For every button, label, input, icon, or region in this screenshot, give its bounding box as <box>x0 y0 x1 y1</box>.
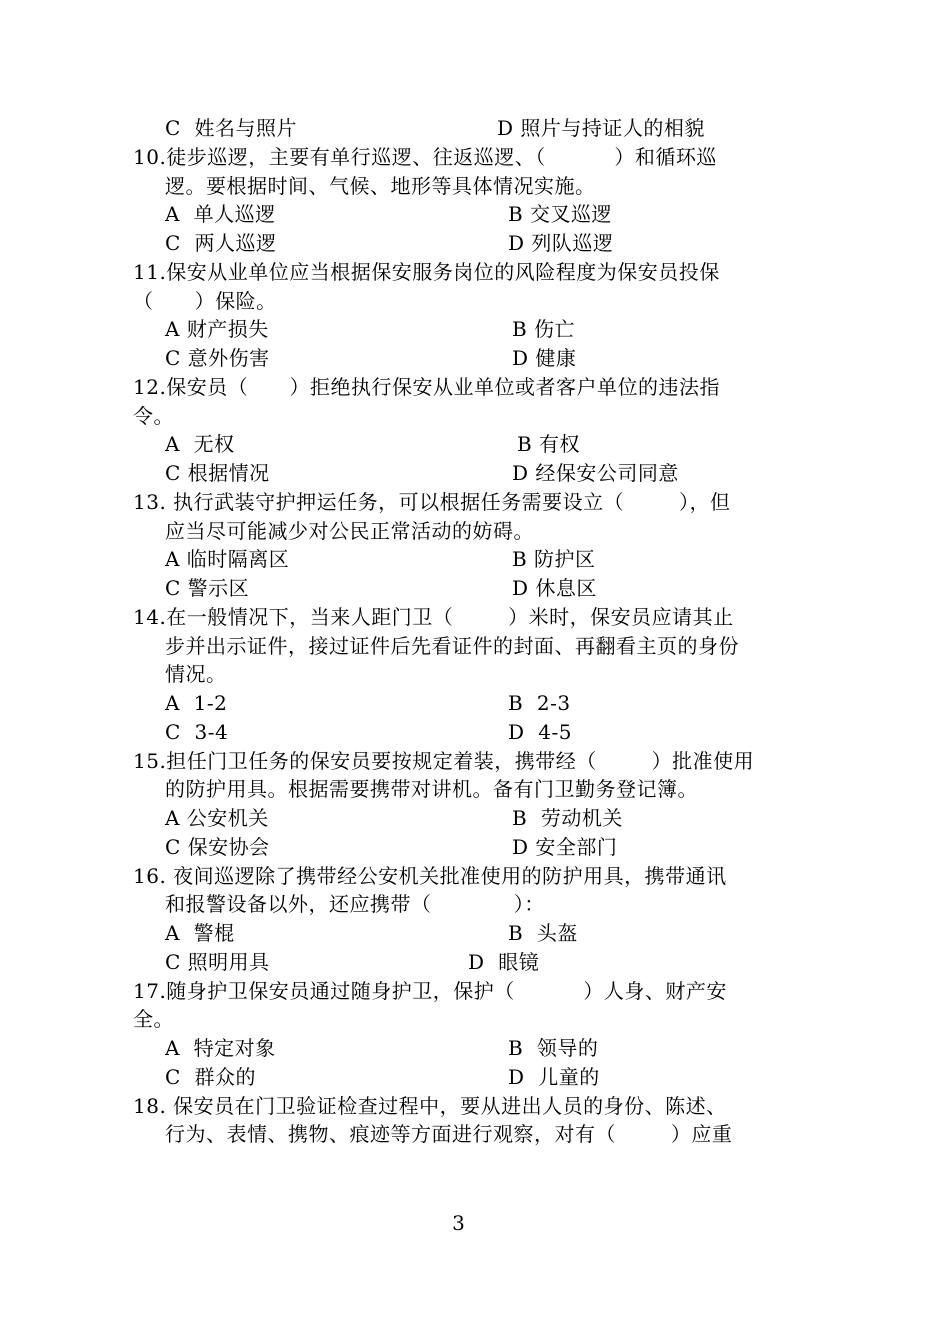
q14-text-line3: 情况。 <box>165 662 227 686</box>
q15-option-b: B 劳动机关 <box>512 806 623 830</box>
q15-text-line1: 15.担任门卫任务的保安员要按规定着装，携带经（ ）批准使用 <box>133 749 755 773</box>
q10-text-line2: 逻。要根据时间、气候、地形等具体情况实施。 <box>165 174 596 198</box>
q14-option-b: B 2-3 <box>508 691 571 715</box>
q10-option-d: D 列队巡逻 <box>508 231 614 255</box>
q12-option-a: A 无权 <box>165 432 235 456</box>
q14-option-d: D 4-5 <box>508 720 572 744</box>
q18-text-line1: 18. 保安员在门卫验证检查过程中，要从进出人员的身份、陈述、 <box>133 1094 727 1118</box>
q16-option-b: B 头盔 <box>508 921 578 945</box>
q18-text-line2: 行为、表情、携物、痕迹等方面进行观察，对有（ ）应重 <box>165 1122 733 1146</box>
q16-option-c: C 照明用具 <box>165 950 270 974</box>
q16-option-d: D 眼镜 <box>468 950 540 974</box>
q14-text-line2: 步并出示证件，接过证件后先看证件的封面、再翻看主页的身份 <box>165 634 739 658</box>
q12-text-line2: 令。 <box>133 404 174 428</box>
q17-option-c: C 群众的 <box>165 1065 257 1089</box>
q13-option-b: B 防护区 <box>512 547 596 571</box>
q12-text-line1: 12.保安员（ ）拒绝执行保安从业单位或者客户单位的违法指 <box>133 375 720 399</box>
q10-text-line1: 10.徒步巡逻，主要有单行巡逻、往返巡逻、（ ）和循环巡 <box>133 145 717 169</box>
q12-option-d: D 经保安公司同意 <box>512 461 679 485</box>
q12-option-c: C 根据情况 <box>165 461 270 485</box>
q16-text-line1: 16. 夜间巡逻除了携带经公安机关批准使用的防护用具，携带通讯 <box>133 864 727 888</box>
q10-option-b: B 交叉巡逻 <box>508 202 613 226</box>
q13-option-d: D 休息区 <box>512 576 597 600</box>
q11-option-a: A 财产损失 <box>165 317 269 341</box>
q15-text-line2: 的防护用具。根据需要携带对讲机。备有门卫勤务登记簿。 <box>165 777 698 801</box>
q15-option-d: D 安全部门 <box>512 835 618 859</box>
q11-option-c: C 意外伤害 <box>165 346 270 370</box>
q17-text-line2: 全。 <box>133 1007 174 1031</box>
page-number: 3 <box>452 1211 465 1235</box>
q17-option-d: D 儿童的 <box>508 1065 600 1089</box>
q9-option-d: D 照片与持证人的相貌 <box>497 116 705 140</box>
q17-option-a: A 特定对象 <box>165 1036 276 1060</box>
q12-option-b: B 有权 <box>517 432 581 456</box>
q11-text-line1: 11.保安从业单位应当根据保安服务岗位的风险程度为保安员投保 <box>133 260 720 284</box>
q15-option-a: A 公安机关 <box>165 806 269 830</box>
q14-option-c: C 3-4 <box>165 720 229 744</box>
q17-option-b: B 领导的 <box>508 1036 599 1060</box>
q11-option-b: B 伤亡 <box>512 317 576 341</box>
q13-option-a: A 临时隔离区 <box>165 547 290 571</box>
q10-option-a: A 单人巡逻 <box>165 202 276 226</box>
q11-option-d: D 健康 <box>512 346 577 370</box>
q15-option-c: C 保安协会 <box>165 835 270 859</box>
q16-option-a: A 警棍 <box>165 921 235 945</box>
q13-text-line2: 应当尽可能减少对公民正常活动的妨碍。 <box>165 519 534 543</box>
q9-option-c: C 姓名与照片 <box>165 116 298 140</box>
q13-text-line1: 13. 执行武装守护押运任务，可以根据任务需要设立（ ），但 <box>133 490 731 514</box>
q13-option-c: C 警示区 <box>165 576 250 600</box>
q10-option-c: C 两人巡逻 <box>165 231 277 255</box>
q11-text-line2: （ ）保险。 <box>133 289 277 313</box>
q17-text-line1: 17.随身护卫保安员通过随身护卫，保护（ ）人身、财产安 <box>133 979 727 1003</box>
q14-option-a: A 1-2 <box>165 691 228 715</box>
q16-text-line2: 和报警设备以外，还应携带（ ）： <box>165 892 545 916</box>
q14-text-line1: 14.在一般情况下，当来人距门卫（ ）米时，保安员应请其止 <box>133 605 734 629</box>
